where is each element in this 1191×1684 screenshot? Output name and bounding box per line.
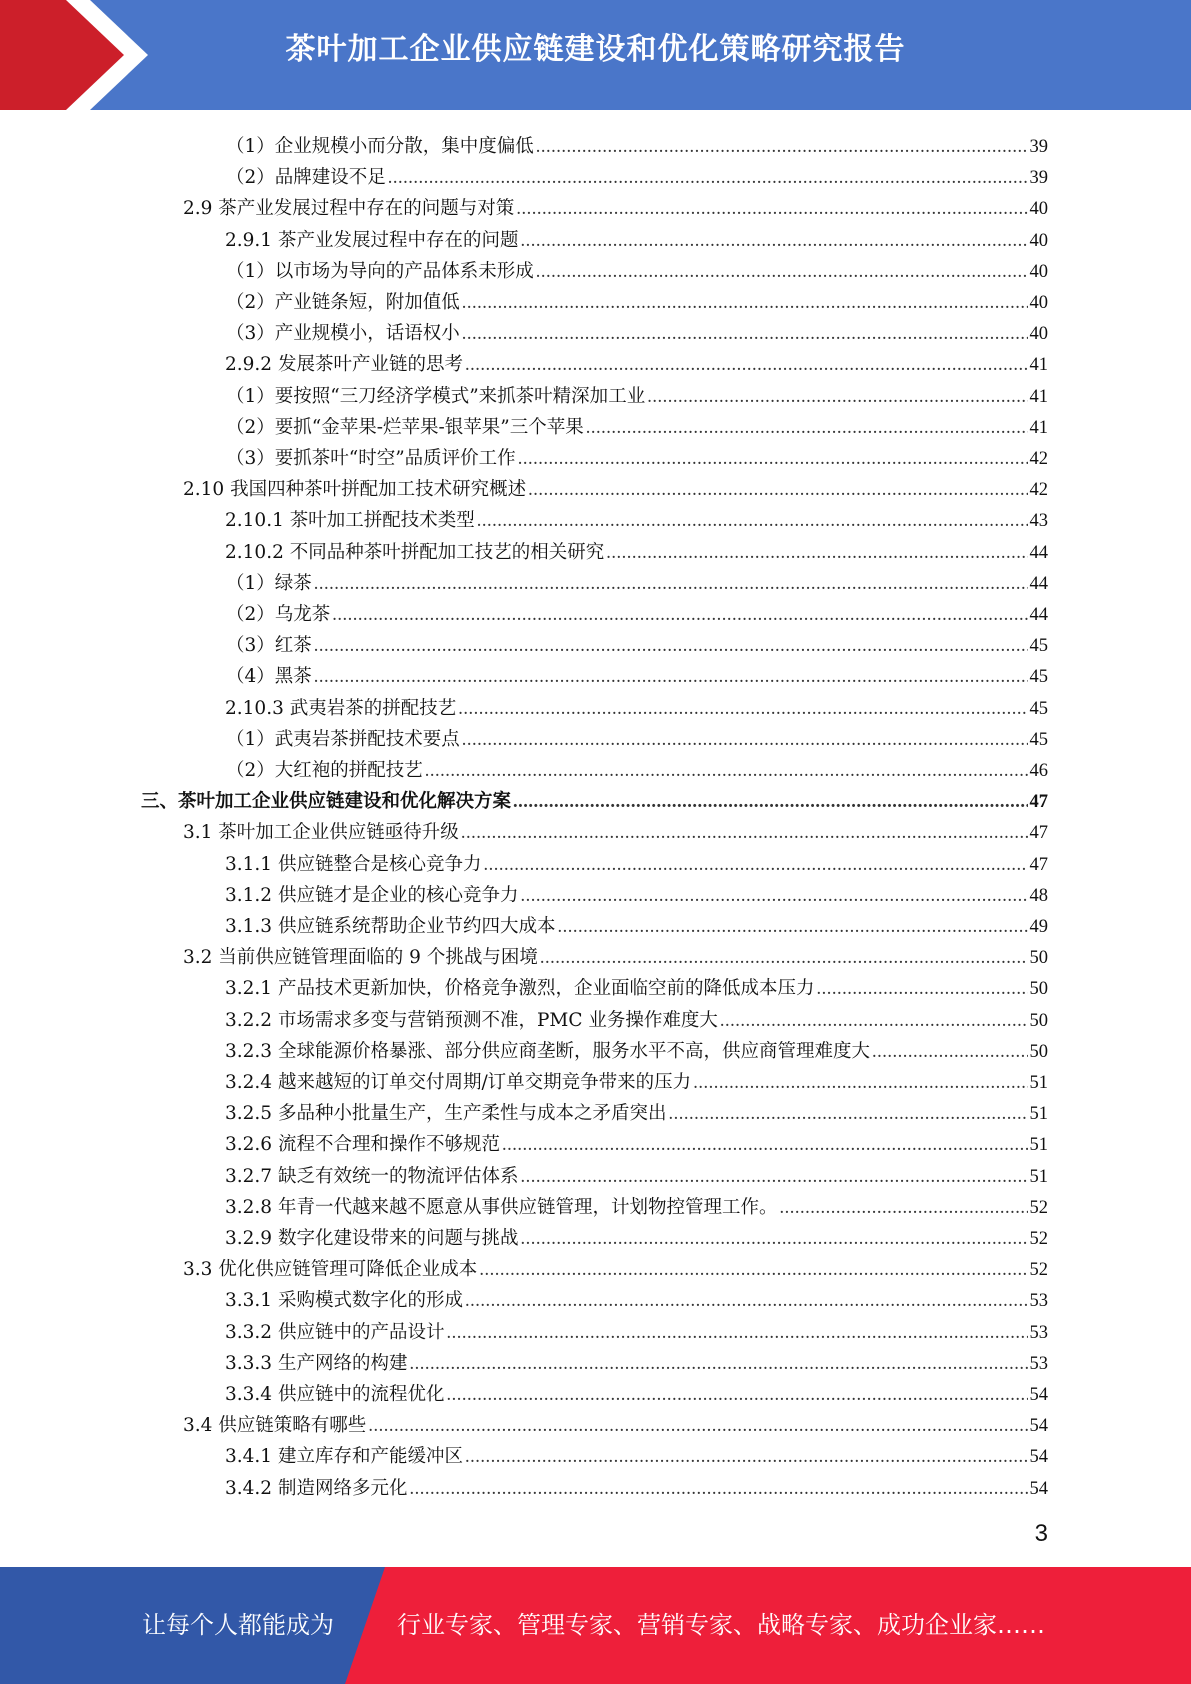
toc-entry-page: 45 xyxy=(1029,636,1048,657)
toc-entry-title: （2）大红袍的拼配技艺 xyxy=(226,760,423,781)
toc-leader-dots xyxy=(502,1134,1028,1156)
toc-entry-page: 49 xyxy=(1029,917,1048,937)
toc-entry-page: 52 xyxy=(1029,1229,1048,1249)
toc-entry-page: 44 xyxy=(1029,605,1048,625)
toc-leader-dots xyxy=(458,698,1027,720)
toc-entry-title: 3.1.2 供应链才是企业的核心竞争力 xyxy=(225,884,519,906)
toc-entry[interactable] xyxy=(226,377,1048,408)
toc-entry-page: 45 xyxy=(1029,729,1048,750)
toc-entry-page: 51 xyxy=(1029,1073,1048,1093)
toc-entry-page: 50 xyxy=(1029,1041,1048,1062)
toc-entry[interactable] xyxy=(226,751,1048,782)
toc-entry-title: （3）红茶 xyxy=(226,635,312,657)
toc-entry-page: 46 xyxy=(1029,761,1048,781)
toc-entry-title: 2.10 我国四种茶叶拼配加工技术研究概述 xyxy=(183,479,527,501)
toc-entry[interactable] xyxy=(225,1313,1048,1344)
toc-entry[interactable] xyxy=(225,845,1048,876)
toc-entry[interactable] xyxy=(225,533,1048,564)
toc-leader-dots xyxy=(586,417,1028,439)
toc-entry-page: 53 xyxy=(1029,1322,1048,1343)
toc-entry-page: 52 xyxy=(1029,1260,1048,1281)
toc-entry-page: 51 xyxy=(1029,1166,1048,1187)
toc-entry-title: 3.2.1 产品技术更新加快，价格竞争激烈，企业面临空前的降低成本压力 xyxy=(225,978,815,1000)
toc-leader-dots xyxy=(332,604,1027,626)
toc-entry-title: 3.4.1 建立库存和产能缓冲区 xyxy=(225,1446,463,1468)
toc-entry-title: 2.9.1 茶产业发展过程中存在的问题 xyxy=(225,229,519,251)
toc-leader-dots xyxy=(520,230,1027,252)
toc-leader-dots xyxy=(513,791,1027,813)
toc-entry-title: 3.2.5 多品种小批量生产，生产柔性与成本之矛盾突出 xyxy=(225,1103,667,1125)
toc-entry[interactable] xyxy=(225,1344,1048,1375)
toc-entry[interactable] xyxy=(183,1406,1048,1437)
toc-entry-page: 43 xyxy=(1029,511,1048,532)
toc-entry-page: 40 xyxy=(1029,324,1048,345)
toc-leader-dots xyxy=(540,947,1028,969)
toc-entry-page: 40 xyxy=(1029,261,1048,282)
toc-entry-title: 3.3.1 采购模式数字化的形成 xyxy=(225,1290,463,1312)
toc-entry-title: 3.2.3 全球能源价格暴涨、部分供应商垄断，服务水平不高，供应商管理难度大 xyxy=(225,1040,870,1062)
toc-entry-page: 41 xyxy=(1029,417,1048,438)
page-footer xyxy=(0,1567,1191,1684)
toc-entry[interactable] xyxy=(226,720,1048,751)
toc-leader-dots xyxy=(720,1010,1028,1032)
toc-entry-page: 40 xyxy=(1029,293,1048,313)
toc-leader-dots xyxy=(446,1384,1027,1406)
toc-entry-page: 51 xyxy=(1029,1135,1048,1156)
toc-entry-page: 40 xyxy=(1029,199,1048,220)
report-title: 茶叶加工企业供应链建设和优化策略研究报告 xyxy=(285,32,906,67)
toc-entry-title: （4）黑茶 xyxy=(226,666,312,688)
toc-entry-title: 2.10.1 茶叶加工拼配技术类型 xyxy=(225,510,475,532)
toc-entry-page: 50 xyxy=(1029,948,1048,969)
toc-entry[interactable] xyxy=(226,314,1048,345)
toc-entry-page: 42 xyxy=(1029,480,1048,501)
footer-slogan-right: 行业专家、管理专家、营销专家、战略专家、成功企业家…… xyxy=(397,1611,1045,1639)
toc-leader-dots xyxy=(606,542,1027,564)
toc-entry-page: 41 xyxy=(1029,355,1048,376)
toc-entry[interactable] xyxy=(225,1125,1048,1156)
page-header xyxy=(0,0,1191,110)
toc-entry[interactable] xyxy=(226,626,1048,657)
toc-leader-dots xyxy=(520,1228,1027,1250)
toc-leader-dots xyxy=(368,1415,1027,1437)
toc-leader-dots xyxy=(516,198,1027,220)
toc-entry-page: 53 xyxy=(1029,1353,1048,1374)
toc-entry[interactable] xyxy=(225,907,1048,938)
toc-entry[interactable] xyxy=(183,938,1048,969)
toc-entry-page: 51 xyxy=(1029,1104,1048,1125)
toc-leader-dots xyxy=(314,666,1028,688)
toc-leader-dots xyxy=(465,354,1028,376)
toc-entry[interactable] xyxy=(226,564,1048,595)
toc-leader-dots xyxy=(483,854,1027,876)
toc-entry-page: 54 xyxy=(1029,1478,1048,1499)
toc-entry-title: （1）企业规模小而分散，集中度偏低 xyxy=(226,136,534,157)
toc-entry[interactable] xyxy=(225,1437,1048,1468)
toc-entry[interactable] xyxy=(225,969,1048,1000)
toc-leader-dots xyxy=(462,292,1028,314)
toc-leader-dots xyxy=(872,1041,1028,1063)
toc-entry-title: 3.2.9 数字化建设带来的问题与挑战 xyxy=(225,1228,519,1249)
toc-entry[interactable] xyxy=(225,689,1048,720)
toc-entry-page: 44 xyxy=(1029,542,1048,563)
toc-entry-title: 2.9.2 发展茶叶产业链的思考 xyxy=(225,354,463,376)
toc-entry-title: 3.3.4 供应链中的流程优化 xyxy=(225,1384,445,1405)
toc-entry[interactable] xyxy=(226,657,1048,688)
toc-leader-dots xyxy=(779,1197,1027,1219)
toc-entry-title: （2）乌龙茶 xyxy=(226,604,331,625)
toc-entry-page: 45 xyxy=(1029,698,1048,719)
toc-entry-page: 41 xyxy=(1029,386,1048,407)
toc-entry-title: 3.3.3 生产网络的构建 xyxy=(225,1352,408,1374)
toc-entry-title: 3.1 茶叶加工企业供应链亟待升级 xyxy=(183,822,459,844)
toc-entry[interactable] xyxy=(225,876,1048,907)
toc-leader-dots xyxy=(479,1259,1027,1281)
toc-entry[interactable] xyxy=(225,1469,1048,1500)
toc-entry[interactable] xyxy=(225,1094,1048,1125)
toc-entry-title: 3.3 优化供应链管理可降低企业成本 xyxy=(183,1259,478,1281)
toc-entry[interactable] xyxy=(226,439,1048,470)
toc-entry-title: （3）产业规模小，话语权小 xyxy=(226,323,460,345)
toc-entry-page: 54 xyxy=(1029,1385,1048,1405)
toc-entry-page: 53 xyxy=(1029,1291,1048,1312)
toc-entry[interactable] xyxy=(225,1032,1048,1063)
toc-entry-page: 54 xyxy=(1029,1447,1048,1468)
toc-leader-dots xyxy=(520,1166,1027,1188)
toc-entry-title: （1）绿茶 xyxy=(226,572,312,594)
toc-entry[interactable] xyxy=(225,1375,1048,1406)
toc-entry[interactable] xyxy=(225,1063,1048,1094)
toc-entry-title: （3）要抓茶叶“时空”品质评价工作 xyxy=(226,448,516,469)
toc-leader-dots xyxy=(409,1478,1027,1500)
toc-entry[interactable] xyxy=(225,1001,1048,1032)
toc-entry-title: 3.2.6 流程不合理和操作不够规范 xyxy=(225,1134,500,1156)
toc-entry-page: 50 xyxy=(1029,979,1048,1000)
toc-entry-page: 54 xyxy=(1029,1416,1048,1437)
toc-entry-title: 3.2.4 越来越短的订单交付周期/订单交期竞争带来的压力 xyxy=(225,1072,692,1093)
toc-entry-title: 2.10.3 武夷岩茶的拼配技艺 xyxy=(225,697,457,719)
toc-entry-title: 2.10.2 不同品种茶叶拼配加工技艺的相关研究 xyxy=(225,541,605,563)
toc-entry-title: 2.9 茶产业发展过程中存在的问题与对策 xyxy=(183,198,515,220)
toc-entry[interactable] xyxy=(225,1157,1048,1188)
toc-leader-dots xyxy=(314,635,1028,657)
toc-entry[interactable] xyxy=(226,158,1048,189)
toc-entry[interactable] xyxy=(226,252,1048,283)
toc-entry-title: 3.3.2 供应链中的产品设计 xyxy=(225,1321,445,1343)
toc-entry-title: 三、茶叶加工企业供应链建设和优化解决方案 xyxy=(141,791,512,813)
toc-leader-dots xyxy=(528,479,1027,501)
toc-leader-dots xyxy=(425,760,1028,782)
toc-entry-title: （1）武夷岩茶拼配技术要点 xyxy=(226,728,460,750)
toc-entry[interactable] xyxy=(225,1219,1048,1250)
toc-leader-dots xyxy=(409,1353,1027,1375)
toc-leader-dots xyxy=(520,885,1027,907)
toc-entry-title: 3.2 当前供应链管理面临的 9 个挑战与困境 xyxy=(183,947,538,969)
toc-entry-title: 3.2.8 年青一代越来越不愿意从事供应链管理，计划物控管理工作。 xyxy=(225,1196,778,1218)
toc-entry-title: 3.2.7 缺乏有效统一的物流评估体系 xyxy=(225,1165,519,1187)
toc-entry[interactable] xyxy=(141,782,1048,813)
toc-entry-title: （2）要抓“金苹果-烂苹果-银苹果”三个苹果 xyxy=(226,416,584,438)
toc-leader-dots xyxy=(314,573,1028,595)
toc-leader-dots xyxy=(477,510,1028,532)
toc-entry-title: 3.1.3 供应链系统帮助企业节约四大成本 xyxy=(225,916,556,937)
toc-entry-title: 3.4.2 制造网络多元化 xyxy=(225,1477,408,1499)
toc-entry[interactable] xyxy=(226,595,1048,626)
toc-entry-page: 42 xyxy=(1029,449,1048,469)
toc-entry-title: （2）产业链条短，附加值低 xyxy=(226,292,460,313)
toc-entry[interactable] xyxy=(225,501,1048,532)
toc-entry-page: 40 xyxy=(1029,230,1048,251)
toc-leader-dots xyxy=(462,323,1028,345)
toc-entry[interactable] xyxy=(225,1281,1048,1312)
footer-slogan-left: 让每个人都能成为 xyxy=(142,1611,334,1639)
toc-entry-title: 3.1.1 供应链整合是核心竞争力 xyxy=(225,853,482,875)
toc-entry[interactable] xyxy=(225,1188,1048,1219)
toc-entry-page: 44 xyxy=(1029,573,1048,594)
toc-entry[interactable] xyxy=(225,345,1048,376)
toc-entry-page: 45 xyxy=(1029,667,1048,688)
toc-leader-dots xyxy=(465,1446,1028,1468)
toc-leader-dots xyxy=(536,136,1028,158)
page-number: 3 xyxy=(1034,1520,1048,1547)
toc-entry-title: 3.2.2 市场需求多变与营销预测不准，PMC 业务操作难度大 xyxy=(225,1009,718,1031)
toc-leader-dots xyxy=(518,448,1028,470)
toc-leader-dots xyxy=(536,261,1028,283)
toc-leader-dots xyxy=(816,978,1027,1000)
toc-leader-dots xyxy=(462,729,1028,751)
toc-entry-page: 39 xyxy=(1029,137,1048,157)
toc-entry[interactable] xyxy=(183,470,1048,501)
toc-entry-title: （1）要按照“三刀经济学模式”来抓茶叶精深加工业 xyxy=(226,385,646,407)
toc-entry[interactable] xyxy=(226,127,1048,158)
toc-leader-dots xyxy=(446,1322,1027,1344)
toc-entry-page: 47 xyxy=(1029,823,1048,844)
toc-entry[interactable] xyxy=(183,1250,1048,1281)
toc-entry[interactable] xyxy=(225,221,1048,252)
toc-leader-dots xyxy=(461,822,1028,844)
toc-entry[interactable] xyxy=(226,283,1048,314)
toc-leader-dots xyxy=(557,916,1027,938)
header-arrow-decoration xyxy=(0,0,160,110)
toc-leader-dots xyxy=(647,386,1027,408)
toc-entry-page: 52 xyxy=(1029,1197,1048,1218)
toc-entry-title: 3.4 供应链策略有哪些 xyxy=(183,1415,367,1437)
toc-entry-page: 47 xyxy=(1029,792,1048,813)
toc-leader-dots xyxy=(388,167,1028,189)
toc-entry-page: 50 xyxy=(1029,1010,1048,1031)
toc-leader-dots xyxy=(693,1072,1027,1094)
toc-leader-dots xyxy=(668,1103,1027,1125)
toc-entry-page: 48 xyxy=(1029,885,1048,906)
toc-entry[interactable] xyxy=(226,408,1048,439)
toc-entry-title: （2）品牌建设不足 xyxy=(226,167,386,189)
toc-entry[interactable] xyxy=(183,813,1048,844)
toc-entry-title: （1）以市场为导向的产品体系未形成 xyxy=(226,260,534,282)
toc-entry-page: 47 xyxy=(1029,854,1048,875)
toc-entry-page: 39 xyxy=(1029,168,1048,189)
toc-leader-dots xyxy=(465,1290,1028,1312)
toc-entry[interactable] xyxy=(183,189,1048,220)
